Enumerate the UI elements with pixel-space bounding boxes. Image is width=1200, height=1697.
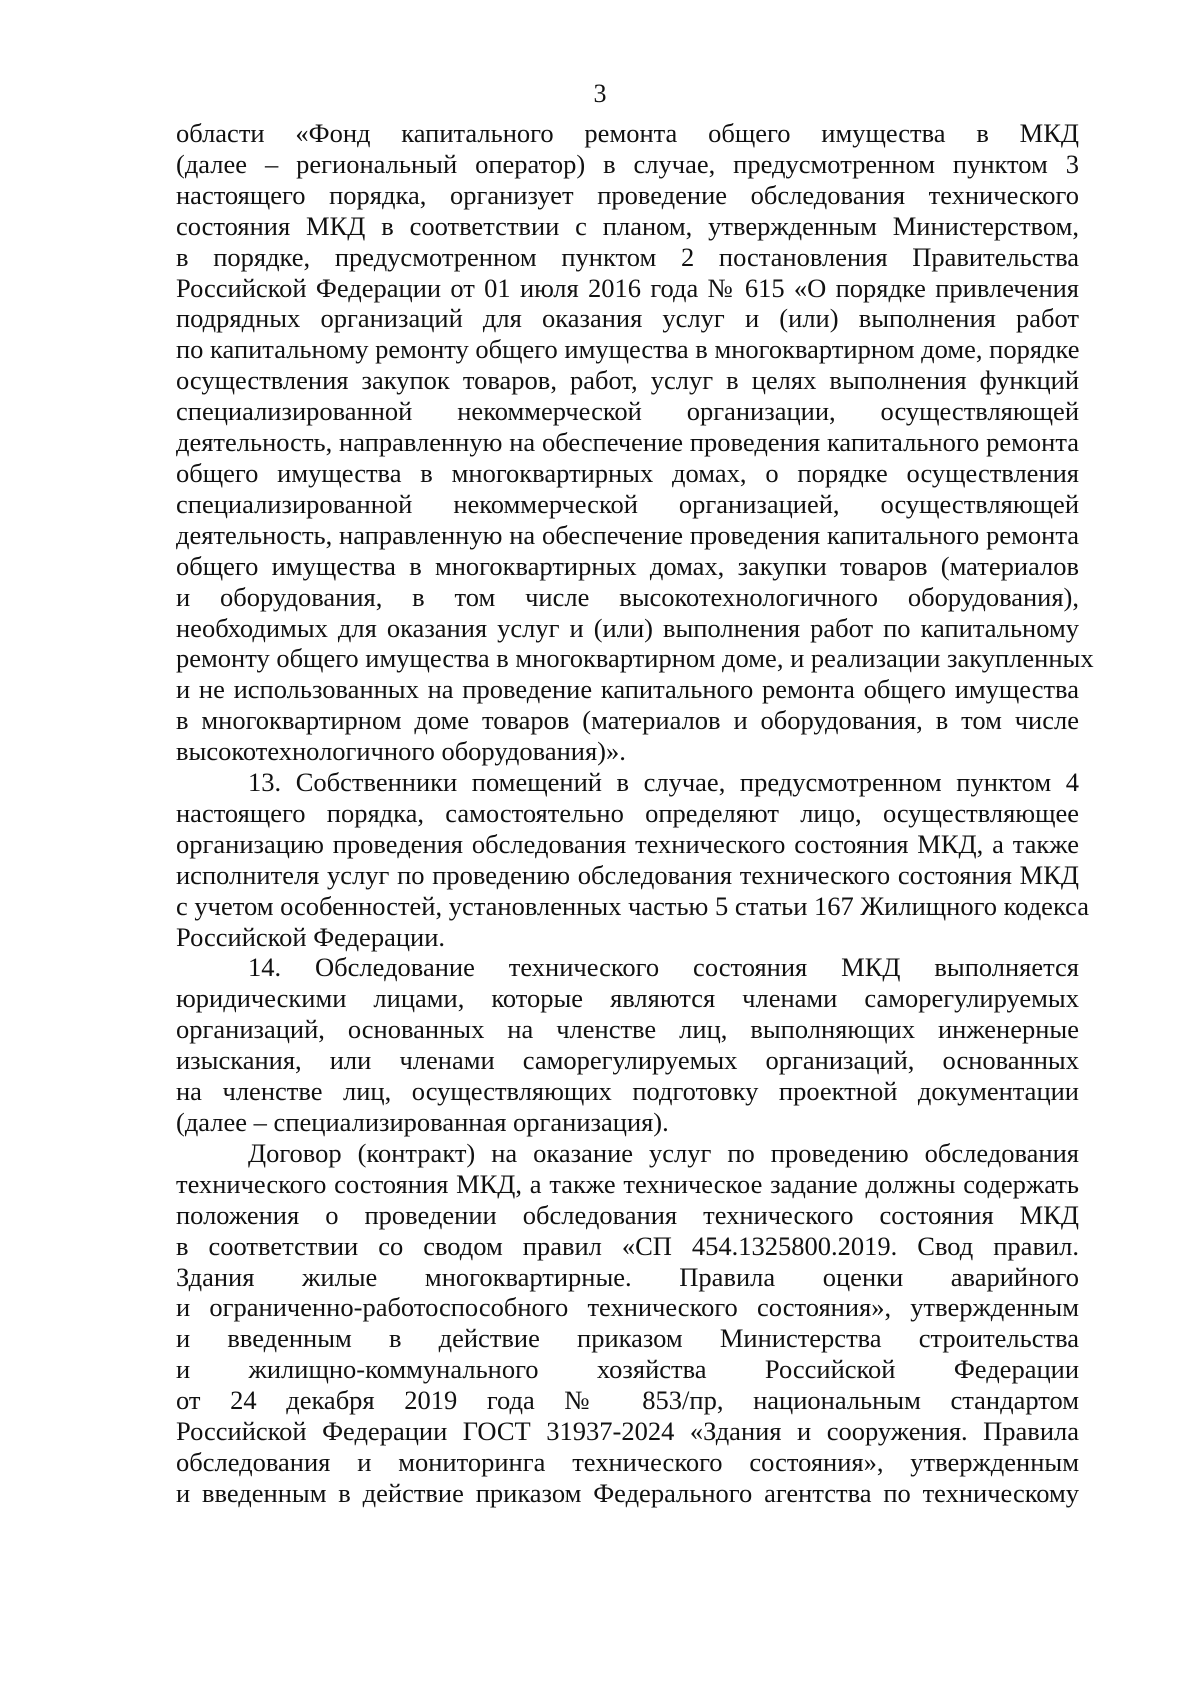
text-line: необходимых для оказания услуг и (или) выполнения работ по капитальному: [176, 612, 1079, 643]
paragraph-item-14: [176, 952, 1079, 1137]
text-line: и введенным в действие приказом Федерального агентства по техническому: [176, 1477, 1079, 1508]
text-line: и жилищно-коммунального хозяйства Российской Федерации: [176, 1354, 1079, 1385]
text-line: ремонту общего имущества в многоквартирном доме, и реализации закупленных: [176, 643, 1094, 674]
text-line: осуществления закупок товаров, работ, услуг в целях выполнения функций: [176, 365, 1079, 396]
paragraph-contract: [176, 1138, 1079, 1509]
text-line: юридическими лицами, которые являются членами саморегулируемых: [176, 983, 1079, 1014]
document-body: [176, 118, 1094, 1509]
text-line: организаций, основанных на членстве лиц, выполняющих инженерные: [176, 1014, 1079, 1045]
page-number: 3: [593, 79, 607, 108]
text-line: настоящего порядка, самостоятельно определяют лицо, осуществляющее: [176, 797, 1079, 828]
text-line: положения о проведении обследования технического состояния МКД: [176, 1199, 1079, 1230]
text-line: в соответствии со сводом правил «СП 454.1325800.2019. Свод правил.: [176, 1230, 1079, 1261]
text-line: области «Фонд капитального ремонта общего имущества в МКД: [176, 118, 1079, 148]
text-line: деятельность, направленную на обеспечение проведения капитального ремонта: [176, 427, 1079, 458]
text-line: Российской Федерации от 01 июля 2016 года № 615 «О порядке привлечения: [176, 272, 1079, 303]
text-line: Российской Федерации ГОСТ 31937-2024 «Здания и сооружения. Правила: [176, 1416, 1079, 1447]
text-line: специализированной некоммерческой организацией, осуществляющей: [176, 488, 1079, 519]
text-line: общего имущества в многоквартирных домах, о порядке осуществления: [176, 457, 1079, 488]
text-line: 13. Собственники помещений в случае, предусмотренном пунктом 4: [248, 767, 1079, 798]
text-line: высокотехнологичного оборудования)».: [176, 736, 626, 767]
text-line: 14. Обследование технического состояния МКД выполняется: [248, 952, 1079, 983]
text-line: настоящего порядка, организует проведение обследования технического: [176, 179, 1079, 210]
text-line: Здания жилые многоквартирные. Правила оценки аварийного: [176, 1261, 1079, 1292]
text-line: (далее – специализированная организация).: [176, 1107, 669, 1137]
text-line: организацию проведения обследования технического состояния МКД, а также: [176, 828, 1079, 859]
text-line: Договор (контракт) на оказание услуг по проведению обследования: [248, 1137, 1079, 1168]
text-line: на членстве лиц, осуществляющих подготовку проектной документации: [176, 1076, 1079, 1107]
text-line: деятельность, направленную на обеспечение проведения капитального ремонта: [176, 519, 1079, 550]
text-line: и введенным в действие приказом Министерства строительства: [176, 1323, 1079, 1354]
text-line: (далее – региональный оператор) в случае, предусмотренном пунктом 3: [176, 148, 1079, 179]
text-line: по капитальному ремонту общего имущества в многоквартирном доме, порядке: [176, 334, 1080, 365]
text-line: технического состояния МКД, а также техническое задание должны содержать: [176, 1168, 1079, 1199]
text-line: в порядке, предусмотренном пунктом 2 постановления Правительства: [176, 241, 1079, 272]
text-line: Российской Федерации.: [176, 921, 445, 952]
text-line: специализированной некоммерческой организации, осуществляющей: [176, 396, 1079, 427]
text-line: обследования и мониторинга технического состояния», утвержденным: [176, 1446, 1079, 1477]
text-line: состояния МКД в соответствии с планом, утвержденным Министерством,: [176, 210, 1079, 241]
text-line: общего имущества в многоквартирных домах, закупки товаров (материалов: [176, 550, 1079, 581]
text-line: в многоквартирном доме товаров (материалов и оборудования, в том числе: [176, 705, 1079, 736]
paragraph-continuation: [176, 118, 1094, 767]
text-line: исполнителя услуг по проведению обследования технического состояния МКД: [176, 859, 1079, 890]
text-line: и оборудования, в том числе высокотехнологичного оборудования),: [176, 581, 1079, 612]
text-line: изыскания, или членами саморегулируемых организаций, основанных: [176, 1045, 1079, 1076]
text-line: с учетом особенностей, установленных частью 5 статьи 167 Жилищного кодекса: [176, 890, 1090, 921]
paragraph-item-13: [176, 767, 1090, 952]
text-line: и ограниченно-работоспособного технического состояния», утвержденным: [176, 1292, 1079, 1323]
text-line: от 24 декабря 2019 года № 853/пр, национальным стандартом: [176, 1385, 1079, 1416]
text-line: и не использованных на проведение капитального ремонта общего имущества: [176, 674, 1079, 705]
text-line: подрядных организаций для оказания услуг и (или) выполнения работ: [176, 303, 1079, 334]
